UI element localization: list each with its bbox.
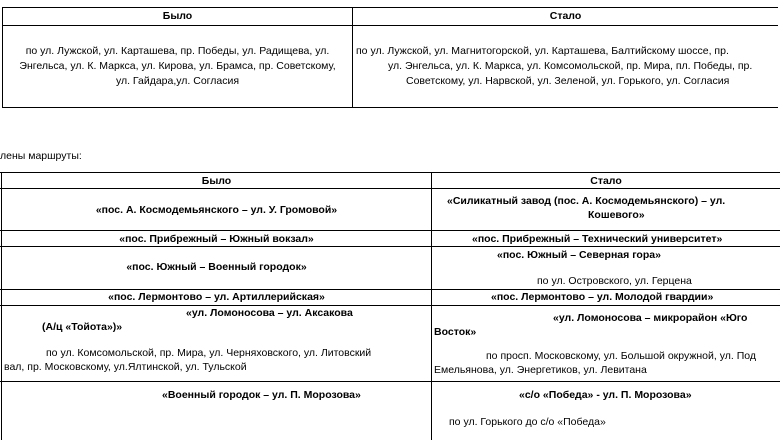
table-2-row-2-before: «пос. Прибрежный – Южный вокзал»: [119, 233, 314, 245]
table-2-row-3-before: «пос. Южный – Военный городок»: [126, 261, 307, 273]
table-2-border: [0, 230, 780, 231]
table-1-after-line: Советскому, ул. Нарвской, ул. Зеленой, ул. Горького, ул. Согласия: [406, 75, 730, 87]
table-2-border: [431, 172, 432, 440]
table-2-row-5-after: Восток»: [434, 326, 477, 338]
table-1-after-line: ул. Энгельса, ул. К. Маркса, ул. Комсомольской, пр. Мира, пл. Победы, пр.: [388, 60, 753, 72]
table-2-border: [0, 289, 780, 290]
table-2-border: [0, 305, 780, 306]
table-2-header-before: Было: [201, 175, 232, 187]
table-2-row-6-before: «Военный городок – ул. П. Морозова»: [162, 389, 361, 401]
table-2-row-2-after: «пос. Прибрежный – Технический университет»: [472, 233, 723, 245]
table-2-row-6-after: «с/о «Победа» - ул. П. Морозова»: [519, 389, 692, 401]
table-2-row-3-after-route: по ул. Островского, ул. Герцена: [537, 275, 692, 287]
table-1-border: [2, 25, 778, 26]
table-2-border: [0, 381, 780, 382]
table-2-border: [0, 172, 780, 173]
table-2-row-3-after: «пос. Южный – Северная гора»: [497, 249, 661, 261]
table-1-before-line: по ул. Лужской, ул. Карташева, пр. Победы, ул. Радищева, ул.: [25, 45, 330, 57]
table-1-border: [2, 107, 778, 108]
table-2-row-5-before: «ул. Ломоносова – ул. Аксакова: [186, 307, 353, 319]
table-2-row-6-after-route: по ул. Горького до с/о «Победа»: [449, 416, 606, 428]
table-1-before-line: ул. Гайдара,ул. Согласия: [115, 75, 240, 87]
table-2-row-5-before-route: по ул. Комсомольской, пр. Мира, ул. Черняховского, ул. Литовский: [46, 347, 372, 359]
table-2-row-5-after: «ул. Ломоносова – микрорайон «Юго: [553, 312, 748, 324]
table-2-row-1-before: «пос. А. Космодемьянского – ул. У. Громовой»: [95, 204, 338, 216]
table-2-row-5-after-route: по просп. Московскому, ул. Большой окружной, ул. Под: [486, 350, 756, 362]
table-2-border: [0, 188, 780, 189]
table-1-header-before: Было: [162, 10, 193, 22]
table-2-row-1-after: Кошевого»: [588, 209, 645, 221]
table-2-row-5-before: (А/ц «Тойота»)»: [42, 321, 123, 333]
table-2-header-after: Стало: [590, 175, 622, 187]
table-1-before-line: Энгельса, ул. К. Маркса, ул. Кирова, ул. Брамса, пр. Советскому,: [19, 60, 336, 72]
intro-text: лены маршруты:: [0, 150, 82, 162]
table-2-row-1-after: «Силикатный завод (пос. А. Космодемьянского) – ул.: [447, 195, 726, 207]
table-2-border: [0, 246, 780, 247]
table-1-border: [352, 7, 353, 108]
table-1-border: [2, 7, 778, 8]
table-2-row-4-after: «пос. Лермонтово – ул. Молодой гвардии»: [491, 291, 714, 303]
table-1-after-line: по ул. Лужской, ул. Магнитогорской, ул. Карташева, Балтийскому шоссе, пр.: [356, 45, 729, 57]
table-2-row-5-after-route: Емельянова, ул. Энергетиков, ул. Левитана: [434, 364, 647, 376]
table-1-header-after: Стало: [549, 10, 582, 22]
table-2-row-5-before-route: вал, пр. Московскому, ул.Ялтинской, ул. Тульской: [4, 361, 247, 373]
table-2-row-4-before: «пос. Лермонтово – ул. Артиллерийская»: [108, 291, 325, 303]
table-1-border: [2, 7, 3, 108]
